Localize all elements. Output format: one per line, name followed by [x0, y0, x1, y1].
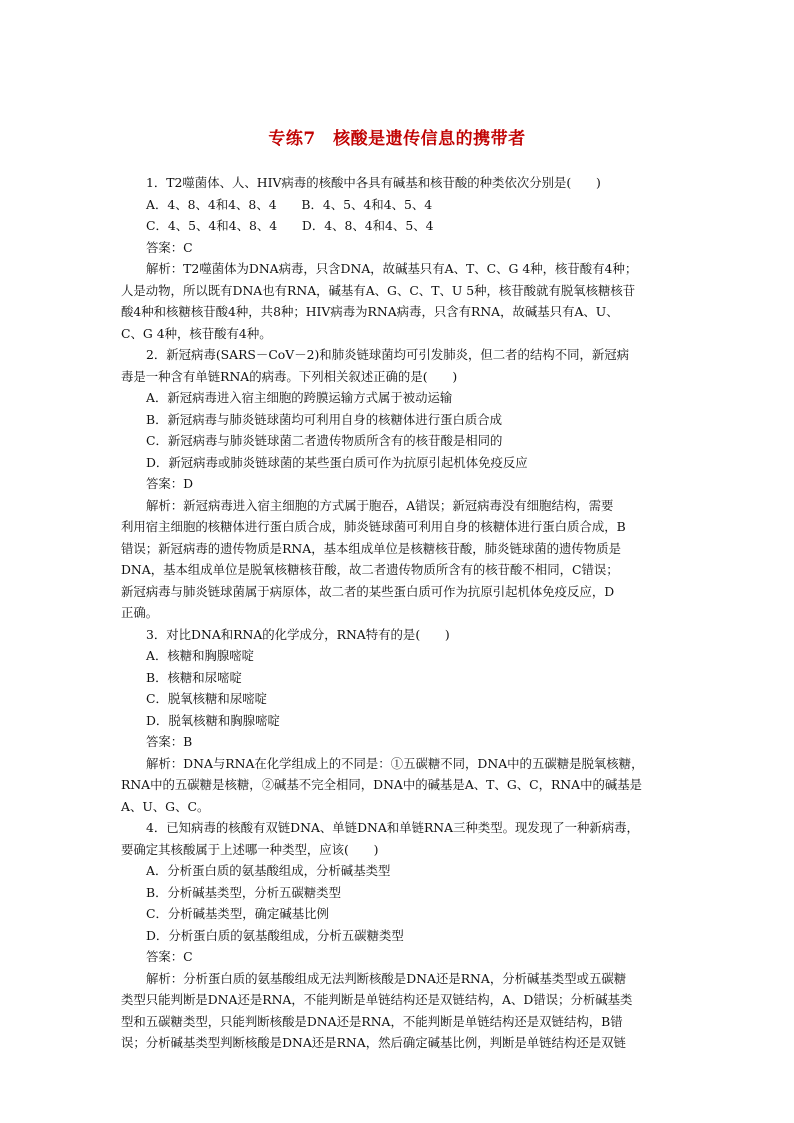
text-line: 2．新冠病毒(SARS－CoV－2)和肺炎链球菌均可引发肺炎，但二者的结构不同，新冠病 [146, 347, 630, 362]
text-line: 类型只能判断是DNA还是RNA，不能判断是单链结构还是双链结构，A、D错误；分析碱基类 [121, 992, 633, 1007]
text-line: 4．已知病毒的核酸有双链DNA、单链DNA和单链RNA三种类型。现发现了一种新病毒， [146, 820, 639, 835]
text-line: 1．T2噬菌体、人、HIV病毒的核酸中各具有碱基和核苷酸的种类依次分别是( ) [146, 175, 601, 190]
text-line: 要确定其核酸属于上述哪一种类型，应该( ) [121, 841, 379, 857]
text-line: 正确。 [121, 605, 159, 620]
text-line: D．脱氧核糖和胸腺嘧啶 [146, 712, 280, 728]
text-line: 型和五碳糖类型，只能判断核酸是DNA还是RNA，不能判断是单链结构还是双链结构，B错 [121, 1013, 623, 1029]
text-line: A、U、G、C。 [121, 798, 210, 814]
text-line: A．核糖和胸腺嘧啶 [146, 648, 255, 663]
text-line: 误；分析碱基类型判断核酸是DNA还是RNA，然后确定碱基比例，判断是单链结构还是双链 [121, 1035, 626, 1050]
text-line: C．新冠病毒与肺炎链球菌二者遗传物质所含有的核苷酸是相同的 [146, 433, 503, 448]
text-line: 利用宿主细胞的核糖体进行蛋白质合成，肺炎链球菌可利用自身的核糖体进行蛋白质合成，B [121, 519, 626, 534]
text-line: 酸4种和核糖核苷酸4种，共8种；HIV病毒为RNA病毒，只含有RNA，故碱基只有A、U、 [121, 304, 619, 319]
text-line: 毒是一种含有单链RNA的病毒。下列相关叙述正确的是( ) [121, 368, 458, 384]
text-line: A．新冠病毒进入宿主细胞的跨膜运输方式属于被动运输 [146, 390, 453, 405]
text-line: 答案：B [146, 734, 193, 749]
text-line: C．脱氧核糖和尿嘧啶 [146, 691, 267, 706]
text-line: A．4、8、4和4、8、4 B．4、5、4和4、5、4 [146, 196, 433, 212]
text-line: 新冠病毒与肺炎链球菌属于病原体，故二者的某些蛋白质可作为抗原引起机体免疫反应，D [121, 583, 615, 599]
text-line: B．新冠病毒与肺炎链球菌均可利用自身的核糖体进行蛋白质合成 [146, 411, 503, 427]
text-line: 解析：T2噬菌体为DNA病毒，只含DNA，故碱基只有A、T、C、G 4种，核苷酸有4种； [146, 261, 638, 276]
text-line: 解析：分析蛋白质的氨基酸组成无法判断核酸是DNA还是RNA，分析碱基类型或五碳糖 [146, 970, 627, 986]
text-line: DNA，基本组成单位是脱氧核糖核苷酸，故二者遗传物质所含有的核苷酸不相同，C错误； [121, 562, 619, 577]
text-line: C．4、5、4和4、8、4 D．4、8、4和4、5、4 [146, 218, 434, 233]
text-line: 解析：DNA与RNA在化学组成上的不同是：①五碳糖不同，DNA中的五碳糖是脱氧核糖， [146, 755, 644, 771]
text-line: 人是动物，所以既有DNA也有RNA，碱基有A、G、C、T、U 5种，核苷酸就有脱氧核糖核苷 [121, 282, 636, 298]
text-line: D．新冠病毒或肺炎链球菌的某些蛋白质可作为抗原引起机体免疫反应 [146, 454, 528, 470]
text-line: 答案：C [146, 239, 193, 255]
text-line: B．分析碱基类型，分析五碳糖类型 [146, 884, 341, 900]
text-line: D．分析蛋白质的氨基酸组成，分析五碳糖类型 [146, 927, 404, 943]
text-line: C．分析碱基类型，确定碱基比例 [146, 906, 329, 921]
text-line: RNA中的五碳糖是核糖，②碱基不完全相同，DNA中的碱基是A、T、G、C，RNA中的碱基是 [121, 777, 643, 792]
text-line: C、G 4种，核苷酸有4种。 [121, 325, 272, 341]
text-line: 3．对比DNA和RNA的化学成分，RNA特有的是( ) [146, 626, 450, 642]
text-line: 答案：D [146, 476, 194, 491]
document-body [121, 172, 671, 1054]
text-line: B．核糖和尿嘧啶 [146, 669, 242, 685]
text-line: 错误；新冠病毒的遗传物质是RNA，基本组成单位是核糖核苷酸，肺炎链球菌的遗传物质是 [121, 540, 621, 556]
text-line: 解析：新冠病毒进入宿主细胞的方式属于胞吞，A错误；新冠病毒没有细胞结构，需要 [146, 497, 614, 513]
text-line: 答案：C [146, 949, 193, 964]
page-title: 专练7 核酸是遗传信息的携带者 [268, 129, 526, 149]
text-line: A．分析蛋白质的氨基酸组成，分析碱基类型 [146, 863, 391, 878]
